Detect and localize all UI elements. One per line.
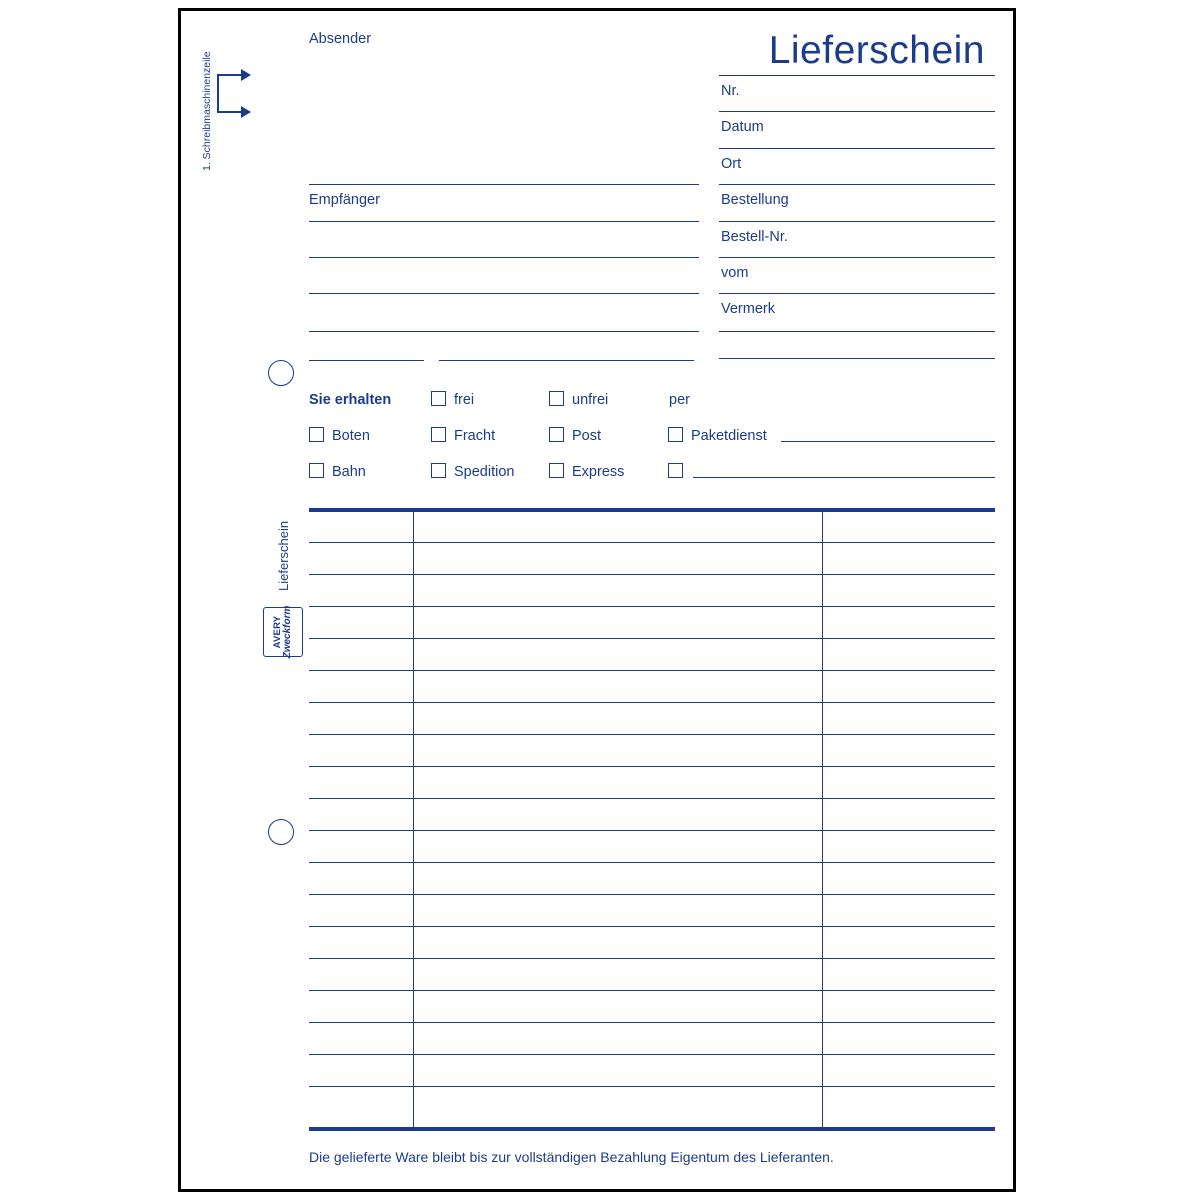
- field-rule-vermerk-bottom[interactable]: [719, 331, 995, 332]
- punch-hole-bottom: [268, 819, 294, 845]
- ownership-footnote: Die gelieferte Ware bleibt bis zur vollständigen Bezahlung Eigentum des Lieferanten.: [309, 1149, 834, 1165]
- table-row[interactable]: [309, 670, 995, 671]
- table-row[interactable]: [309, 574, 995, 575]
- table-row[interactable]: [309, 798, 995, 799]
- checkbox-other[interactable]: [668, 463, 683, 478]
- delivery-note-form: [178, 8, 1016, 1192]
- table-row[interactable]: [309, 862, 995, 863]
- separator-rule-mid: [439, 360, 694, 361]
- checkbox-label-paketdienst: Paketdienst: [691, 428, 767, 444]
- table-row[interactable]: [309, 1022, 995, 1023]
- field-rule-datum[interactable]: [719, 111, 995, 112]
- recipient-rule-3[interactable]: [309, 257, 699, 258]
- table-bottom-border: [309, 1127, 995, 1131]
- checkbox-label-post: Post: [572, 428, 602, 444]
- table-row[interactable]: [309, 990, 995, 991]
- checkbox-label-fracht: Fracht: [454, 428, 496, 444]
- table-row[interactable]: [309, 830, 995, 831]
- checkbox-paketdienst[interactable]: [668, 427, 683, 442]
- checkbox-bahn[interactable]: [309, 463, 324, 478]
- field-rule-bestellung[interactable]: [719, 184, 995, 185]
- recipient-rule-2[interactable]: [309, 221, 699, 222]
- checkbox-label-bahn: Bahn: [332, 464, 366, 480]
- table-column-divider-2: [822, 512, 823, 1127]
- field-rule-bestellnr[interactable]: [719, 221, 995, 222]
- table-top-border: [309, 508, 995, 512]
- field-label-nr: Nr.: [721, 83, 740, 99]
- table-row[interactable]: [309, 638, 995, 639]
- typewriter-line-note: 1. Schreibmaschinenzeile: [201, 51, 213, 171]
- typewriter-arrow-1: [241, 69, 251, 81]
- field-label-bestellnr: Bestell-Nr.: [721, 229, 788, 245]
- field-label-vermerk: Vermerk: [721, 301, 775, 317]
- table-row[interactable]: [309, 766, 995, 767]
- checkbox-label-boten: Boten: [332, 428, 370, 444]
- checkbox-unfrei[interactable]: [549, 391, 564, 406]
- field-rule-ort[interactable]: [719, 148, 995, 149]
- checkbox-label-unfrei: unfrei: [572, 392, 609, 408]
- table-row[interactable]: [309, 734, 995, 735]
- field-label-vom: vom: [721, 265, 749, 281]
- table-row[interactable]: [309, 702, 995, 703]
- recipient-rule-1[interactable]: [309, 184, 699, 185]
- table-row[interactable]: [309, 926, 995, 927]
- form-title: Lieferschein: [768, 29, 985, 72]
- checkbox-boten[interactable]: [309, 427, 324, 442]
- punch-hole-top: [268, 360, 294, 386]
- checkbox-express[interactable]: [549, 463, 564, 478]
- recipient-label: Empfänger: [309, 192, 380, 208]
- recipient-rule-4[interactable]: [309, 293, 699, 294]
- table-column-divider-1: [413, 512, 414, 1127]
- separator-rule-left: [309, 360, 424, 361]
- table-row[interactable]: [309, 958, 995, 959]
- checkbox-fracht[interactable]: [431, 427, 446, 442]
- field-rule-extra[interactable]: [719, 358, 995, 359]
- checkbox-frei[interactable]: [431, 391, 446, 406]
- field-rule-vom[interactable]: [719, 257, 995, 258]
- shipping-intro-label: Sie erhalten: [309, 392, 392, 408]
- brand-name-top: AVERY: [271, 615, 283, 649]
- field-label-datum: Datum: [721, 119, 764, 135]
- other-rule[interactable]: [693, 477, 995, 478]
- sender-label: Absender: [309, 31, 372, 47]
- recipient-rule-5[interactable]: [309, 331, 699, 332]
- table-row[interactable]: [309, 1086, 995, 1087]
- field-label-bestellung: Bestellung: [721, 192, 789, 208]
- table-row[interactable]: [309, 542, 995, 543]
- checkbox-spedition[interactable]: [431, 463, 446, 478]
- table-row[interactable]: [309, 606, 995, 607]
- checkbox-label-spedition: Spedition: [454, 464, 515, 480]
- table-row[interactable]: [309, 894, 995, 895]
- field-label-ort: Ort: [721, 156, 742, 172]
- paketdienst-rule[interactable]: [781, 441, 995, 442]
- per-label: per: [669, 392, 690, 408]
- checkbox-label-frei: frei: [454, 392, 475, 408]
- typewriter-arrow-2: [241, 106, 251, 118]
- table-row[interactable]: [309, 1054, 995, 1055]
- brand-name-bottom: Zweckform: [281, 605, 293, 659]
- field-rule-nr[interactable]: [719, 75, 995, 76]
- side-label-lieferschein: Lieferschein: [276, 520, 291, 591]
- checkbox-label-express: Express: [572, 464, 625, 480]
- field-rule-vermerk[interactable]: [719, 293, 995, 294]
- checkbox-post[interactable]: [549, 427, 564, 442]
- typewriter-arrow-stem-3: [217, 74, 219, 112]
- avery-zweckform-logo: [263, 607, 305, 657]
